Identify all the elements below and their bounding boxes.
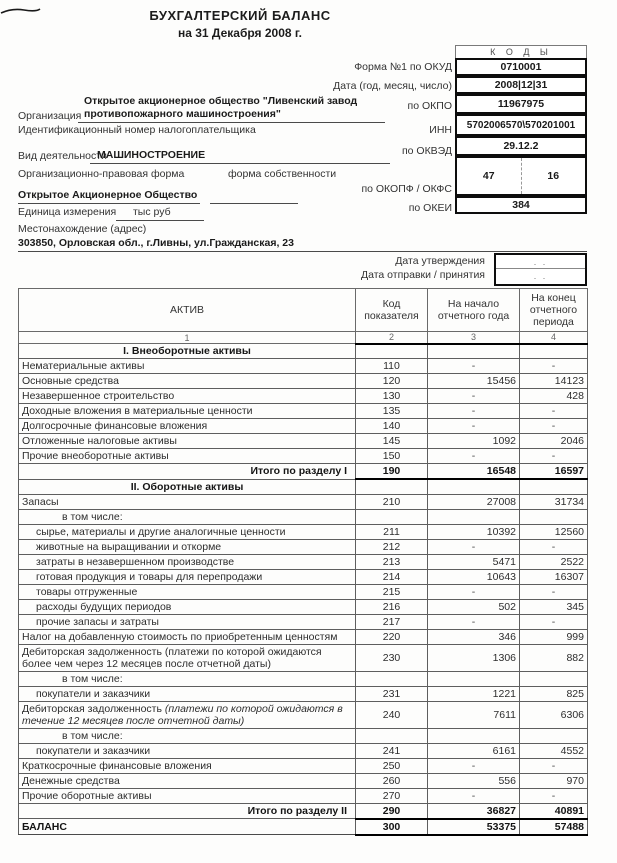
row-start-value-cell: 16548	[428, 464, 520, 480]
table-row	[19, 614, 588, 629]
row-end-value-cell: 2522	[520, 554, 588, 569]
row-label: прочие запасы и затраты	[36, 615, 159, 628]
table-row	[19, 584, 588, 599]
column-number-row	[19, 332, 588, 344]
okei-label: по ОКЕИ	[408, 202, 452, 214]
row-label-cell	[19, 686, 356, 701]
row-code-cell: 241	[356, 743, 428, 758]
balance-table-body	[19, 344, 588, 835]
row-end-value-cell	[520, 671, 588, 686]
table-row	[19, 599, 588, 614]
row-label: I. Внеоборотные активы	[123, 345, 251, 357]
row-start-value-cell: 15456	[428, 374, 520, 389]
row-end-value-cell: 31734	[520, 494, 588, 509]
row-code-cell: 110	[356, 359, 428, 374]
scan-artifact-mark	[0, 4, 42, 18]
header-row	[19, 289, 588, 332]
row-label-note: (платежи по которой ожидаются более чем через 12 месяцев после отчетной даты)	[22, 645, 322, 670]
row-code-cell: 211	[356, 524, 428, 539]
row-label-cell	[19, 599, 356, 614]
ownership-label: форма собственности	[228, 168, 337, 180]
row-label: Основные средства	[22, 375, 119, 387]
row-label-cell	[19, 374, 356, 389]
row-label: Долгосрочные финансовые вложения	[22, 420, 208, 432]
okopf-okfs-label: по ОКОПФ / ОКФС	[361, 183, 452, 195]
row-code-cell: 290	[356, 803, 428, 819]
row-label: Незавершенное строительство	[22, 390, 175, 402]
table-row	[19, 686, 588, 701]
row-code-cell	[356, 344, 428, 359]
table-row	[19, 644, 588, 671]
row-end-value-cell: -	[520, 404, 588, 419]
row-code-cell: 240	[356, 701, 428, 728]
row-code-cell: 135	[356, 404, 428, 419]
legal-form-underline	[18, 203, 200, 204]
activity-value: МАШИНОСТРОЕНИЕ	[97, 149, 206, 161]
row-label: Краткосрочные финансовые вложения	[22, 759, 212, 772]
table-row	[19, 773, 588, 788]
row-label: Дебиторская задолженность	[22, 645, 162, 658]
col-number: 2	[356, 332, 428, 344]
row-start-value-cell	[428, 344, 520, 359]
row-label: Итого по разделу I	[250, 465, 347, 478]
row-start-value-cell: -	[428, 584, 520, 599]
org-label: Организация	[18, 110, 82, 122]
row-label: Дебиторская задолженность	[22, 702, 162, 715]
okei-code-box: 384	[455, 196, 587, 214]
row-start-value-cell	[428, 671, 520, 686]
row-code-cell: 140	[356, 419, 428, 434]
row-start-value-cell: -	[428, 359, 520, 374]
table-row	[19, 819, 588, 835]
row-label: покупатели и заказчики	[36, 687, 151, 700]
row-label: в том числе:	[62, 729, 123, 742]
approval-dates-box	[494, 253, 587, 286]
row-code-cell: 120	[356, 374, 428, 389]
row-end-value-cell: 16597	[520, 464, 588, 480]
row-end-value-cell: 882	[520, 644, 588, 671]
activity-label: Вид деятельности	[18, 150, 107, 162]
row-label-cell	[19, 509, 356, 524]
row-start-value-cell: 502	[428, 599, 520, 614]
unit-label: Единица измерения	[18, 206, 117, 218]
page-title: БУХГАЛТЕРСКИЙ БАЛАНС	[149, 8, 331, 23]
row-end-value-cell: 40891	[520, 803, 588, 819]
col-number: 1	[19, 332, 356, 344]
row-end-value-cell: -	[520, 584, 588, 599]
table-row	[19, 803, 588, 819]
row-label-cell	[19, 524, 356, 539]
row-label-cell	[19, 404, 356, 419]
date-label: Дата (год, месяц, число)	[333, 80, 452, 92]
table-row	[19, 758, 588, 773]
row-start-value-cell: 10643	[428, 569, 520, 584]
row-start-value-cell: 346	[428, 629, 520, 644]
legal-form-value: Открытое Акционерное Общество	[18, 189, 198, 201]
row-start-value-cell: 7611	[428, 701, 520, 728]
row-end-value-cell: -	[520, 758, 588, 773]
row-end-value-cell	[520, 479, 588, 494]
row-end-value-cell: -	[520, 359, 588, 374]
row-label: Денежные средства	[22, 774, 120, 787]
table-row	[19, 788, 588, 803]
row-end-value-cell: -	[520, 419, 588, 434]
row-label-cell	[19, 743, 356, 758]
row-label-cell	[19, 569, 356, 584]
row-label: в том числе:	[62, 510, 123, 523]
row-code-cell: 260	[356, 773, 428, 788]
row-start-value-cell: -	[428, 389, 520, 404]
row-label: II. Оборотные активы	[130, 480, 244, 493]
okopf-okfs-code-box	[455, 156, 587, 196]
row-end-value-cell: 6306	[520, 701, 588, 728]
row-start-value-cell	[428, 728, 520, 743]
row-code-cell	[356, 479, 428, 494]
row-code-cell: 130	[356, 389, 428, 404]
sent-date-value: . .	[533, 271, 548, 281]
table-row	[19, 359, 588, 374]
row-start-value-cell: -	[428, 614, 520, 629]
okved-code-box: 29.12.2	[455, 136, 587, 156]
inn-label: ИНН	[429, 124, 452, 136]
row-end-value-cell: 4552	[520, 743, 588, 758]
row-label: готовая продукция и товары для перепродажи	[36, 570, 263, 583]
row-label-cell	[19, 494, 356, 509]
table-row	[19, 389, 588, 404]
row-start-value-cell: -	[428, 419, 520, 434]
row-end-value-cell: 999	[520, 629, 588, 644]
row-end-value-cell: 345	[520, 599, 588, 614]
table-row	[19, 629, 588, 644]
row-label-cell	[19, 728, 356, 743]
row-label: Нематериальные активы	[22, 360, 145, 372]
row-end-value-cell: 14123	[520, 374, 588, 389]
row-label: Запасы	[22, 495, 59, 508]
row-start-value-cell: 5471	[428, 554, 520, 569]
row-label-cell	[19, 389, 356, 404]
okud-label: Форма №1 по ОКУД	[354, 61, 452, 73]
unit-underline	[116, 220, 204, 221]
row-code-cell: 217	[356, 614, 428, 629]
row-start-value-cell: 1306	[428, 644, 520, 671]
okpo-label: по ОКПО	[407, 100, 452, 112]
row-label-cell	[19, 629, 356, 644]
col-number: 4	[520, 332, 588, 344]
table-row	[19, 344, 588, 359]
row-label-cell	[19, 479, 356, 494]
row-end-value-cell: -	[520, 614, 588, 629]
row-label: Отложенные налоговые активы	[22, 435, 177, 447]
row-start-value-cell: 1092	[428, 434, 520, 449]
approval-date-value: . .	[496, 255, 585, 269]
row-start-value-cell: -	[428, 404, 520, 419]
approval-date-label: Дата утверждения	[395, 255, 485, 267]
table-row	[19, 743, 588, 758]
row-label-cell	[19, 344, 356, 359]
location-label: Местонахождение (адрес)	[18, 223, 147, 235]
row-label-cell	[19, 758, 356, 773]
row-label: товары отгруженные	[36, 585, 138, 598]
row-label-cell	[19, 539, 356, 554]
org-name-underline	[78, 122, 385, 123]
report-date-subtitle: на 31 Декабря 2008 г.	[177, 26, 303, 40]
row-label: Доходные вложения в материальные ценности	[22, 405, 253, 417]
row-code-cell: 216	[356, 599, 428, 614]
row-label-cell	[19, 773, 356, 788]
okud-code-box: 0710001	[455, 58, 587, 76]
table-row	[19, 374, 588, 389]
row-label: покупатели и заказчики	[36, 744, 151, 757]
row-code-cell: 213	[356, 554, 428, 569]
row-code-cell: 214	[356, 569, 428, 584]
row-label: сырье, материалы и другие аналогичные ценности	[36, 525, 286, 538]
row-label-cell	[19, 449, 356, 464]
okpo-code-box: 11967975	[455, 94, 587, 114]
inn-code-box: 5702006570\570201001	[455, 114, 587, 136]
row-start-value-cell: 1221	[428, 686, 520, 701]
row-label: Налог на добавленную стоимость по приобретенным ценностям	[22, 630, 338, 643]
row-end-value-cell: 825	[520, 686, 588, 701]
activity-underline	[90, 163, 390, 164]
row-end-value-cell: 16307	[520, 569, 588, 584]
table-row	[19, 464, 588, 480]
row-end-value-cell: 2046	[520, 434, 588, 449]
row-code-cell	[356, 509, 428, 524]
row-label-cell	[19, 803, 356, 819]
table-row	[19, 419, 588, 434]
row-label: Прочие оборотные активы	[22, 789, 152, 802]
row-label-cell	[19, 434, 356, 449]
row-start-value-cell: -	[428, 788, 520, 803]
row-start-value-cell: -	[428, 539, 520, 554]
row-code-cell	[356, 671, 428, 686]
col-number: 3	[428, 332, 520, 344]
inn-caption: Идентификационный номер налогоплательщика	[18, 124, 256, 136]
row-code-cell: 270	[356, 788, 428, 803]
table-row	[19, 671, 588, 686]
row-end-value-cell: 428	[520, 389, 588, 404]
address-value: 303850, Орловская обл., г.Ливны, ул.Гражданская, 23	[18, 237, 294, 249]
table-row	[19, 494, 588, 509]
row-label-cell	[19, 584, 356, 599]
org-name-line1: Открытое акционерное общество "Ливенский завод	[84, 95, 358, 107]
row-end-value-cell	[520, 344, 588, 359]
okfs-value: 16	[547, 170, 560, 182]
row-code-cell: 231	[356, 686, 428, 701]
table-row	[19, 728, 588, 743]
row-label-cell	[19, 671, 356, 686]
row-start-value-cell: 27008	[428, 494, 520, 509]
table-row	[19, 554, 588, 569]
table-row	[19, 569, 588, 584]
row-label: затраты в незавершенном производстве	[36, 555, 235, 568]
row-label-cell	[19, 819, 356, 835]
row-start-value-cell: 36827	[428, 803, 520, 819]
date-code-box: 2008|12|31	[455, 76, 587, 94]
col-header-aktiv: АКТИВ	[19, 289, 356, 332]
row-label-cell	[19, 419, 356, 434]
sent-date-label: Дата отправки / принятия	[361, 269, 485, 281]
row-code-cell: 212	[356, 539, 428, 554]
okved-label: по ОКВЭД	[401, 145, 452, 157]
ownership-underline	[210, 203, 298, 204]
row-code-cell: 210	[356, 494, 428, 509]
row-code-cell: 215	[356, 584, 428, 599]
table-row	[19, 404, 588, 419]
row-label: БАЛАНС	[22, 820, 67, 833]
okopf-value: 47	[457, 158, 522, 194]
row-start-value-cell: 556	[428, 773, 520, 788]
col-header-start: На начало отчетного года	[428, 289, 520, 332]
row-code-cell	[356, 728, 428, 743]
row-end-value-cell: 12560	[520, 524, 588, 539]
row-label: Прочие внеоборотные активы	[22, 450, 169, 462]
table-row	[19, 701, 588, 728]
row-start-value-cell: 10392	[428, 524, 520, 539]
row-label: животные на выращивании и откорме	[36, 540, 222, 553]
row-label-cell	[19, 554, 356, 569]
row-start-value-cell: 53375	[428, 819, 520, 835]
unit-value: тыс руб	[133, 206, 171, 218]
row-end-value-cell: -	[520, 788, 588, 803]
row-start-value-cell	[428, 479, 520, 494]
row-code-cell: 220	[356, 629, 428, 644]
table-row	[19, 524, 588, 539]
col-header-end: На конец отчетного периода	[520, 289, 588, 332]
row-label-cell	[19, 359, 356, 374]
row-code-cell: 150	[356, 449, 428, 464]
row-start-value-cell: -	[428, 758, 520, 773]
row-label-cell	[19, 644, 356, 671]
row-start-value-cell: -	[428, 449, 520, 464]
row-end-value-cell	[520, 509, 588, 524]
table-row	[19, 539, 588, 554]
table-row	[19, 449, 588, 464]
row-end-value-cell	[520, 728, 588, 743]
row-code-cell: 190	[356, 464, 428, 480]
row-end-value-cell: 57488	[520, 819, 588, 835]
row-end-value-cell: 970	[520, 773, 588, 788]
row-label: Итого по разделу II	[247, 804, 347, 817]
row-label-note: (платежи по которой ожидаются в течение 12 месяцев после отчетной даты)	[22, 702, 343, 727]
codes-column-header: К О Д Ы	[455, 45, 587, 59]
table-row	[19, 434, 588, 449]
row-label: в том числе:	[62, 672, 123, 685]
balance-table	[18, 288, 588, 836]
row-label-cell	[19, 464, 356, 480]
legal-form-label: Организационно-правовая форма	[18, 168, 185, 180]
balance-table-head	[19, 289, 588, 344]
row-end-value-cell: -	[520, 539, 588, 554]
row-label: расходы будущих периодов	[36, 600, 172, 613]
row-start-value-cell: 6161	[428, 743, 520, 758]
address-underline	[18, 251, 587, 252]
row-end-value-cell: -	[520, 449, 588, 464]
table-row	[19, 479, 588, 494]
row-label-cell	[19, 701, 356, 728]
row-label-cell	[19, 614, 356, 629]
row-code-cell: 230	[356, 644, 428, 671]
form-header	[0, 0, 617, 288]
row-label-cell	[19, 788, 356, 803]
row-start-value-cell	[428, 509, 520, 524]
row-code-cell: 300	[356, 819, 428, 835]
col-header-code: Код показателя	[356, 289, 428, 332]
org-name-line2: противопожарного машиностроения"	[84, 108, 281, 120]
table-row	[19, 509, 588, 524]
row-code-cell: 145	[356, 434, 428, 449]
row-code-cell: 250	[356, 758, 428, 773]
